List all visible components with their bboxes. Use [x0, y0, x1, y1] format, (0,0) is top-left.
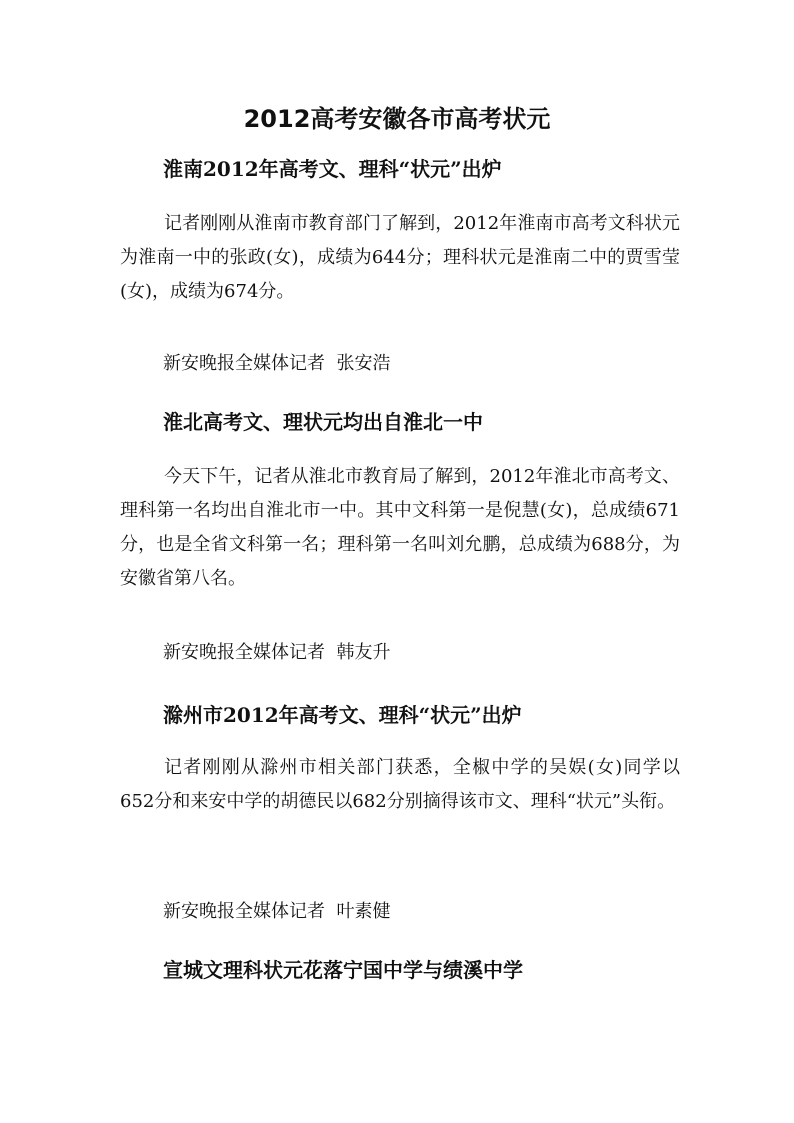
section-byline-chuzhou: 新安晚报全媒体记者 叶素健: [163, 901, 391, 922]
document-title: 2012高考安徽各市高考状元: [243, 105, 551, 133]
section-paragraph-chuzhou: 记者刚刚从滁州市相关部门获悉，全椒中学的吴娱(女)同学以652分和来安中学的胡德民以682分别摘得该市文、理科“状元”头衔。: [120, 757, 680, 812]
section-heading-huainan: 淮南2012年高考文、理科“状元”出炉: [163, 157, 502, 181]
section-paragraph-huainan: 记者刚刚从淮南市教育部门了解到，2012年淮南市高考文科状元为淮南一中的张政(女)，成绩为644分；理科状元是淮南二中的贾雪莹(女)，成绩为674分。: [120, 213, 680, 302]
section-byline-huainan: 新安晚报全媒体记者 张安浩: [163, 353, 391, 374]
section-byline-huaibei: 新安晚报全媒体记者 韩友升: [163, 642, 391, 663]
section-heading-huaibei: 淮北高考文、理状元均出自淮北一中: [163, 410, 483, 434]
section-heading-chuzhou: 滁州市2012年高考文、理科“状元”出炉: [163, 703, 522, 727]
section-heading-xuancheng: 宣城文理科状元花落宁国中学与绩溪中学: [163, 958, 523, 982]
section-paragraph-huaibei: 今天下午，记者从淮北市教育局了解到，2012年淮北市高考文、理科第一名均出自淮北市一中。其中文科第一是倪慧(女)，总成绩671分，也是全省文科第一名；理科第一名叫刘允鹏，总成绩为688分，为安徽省第八名。: [120, 466, 680, 589]
